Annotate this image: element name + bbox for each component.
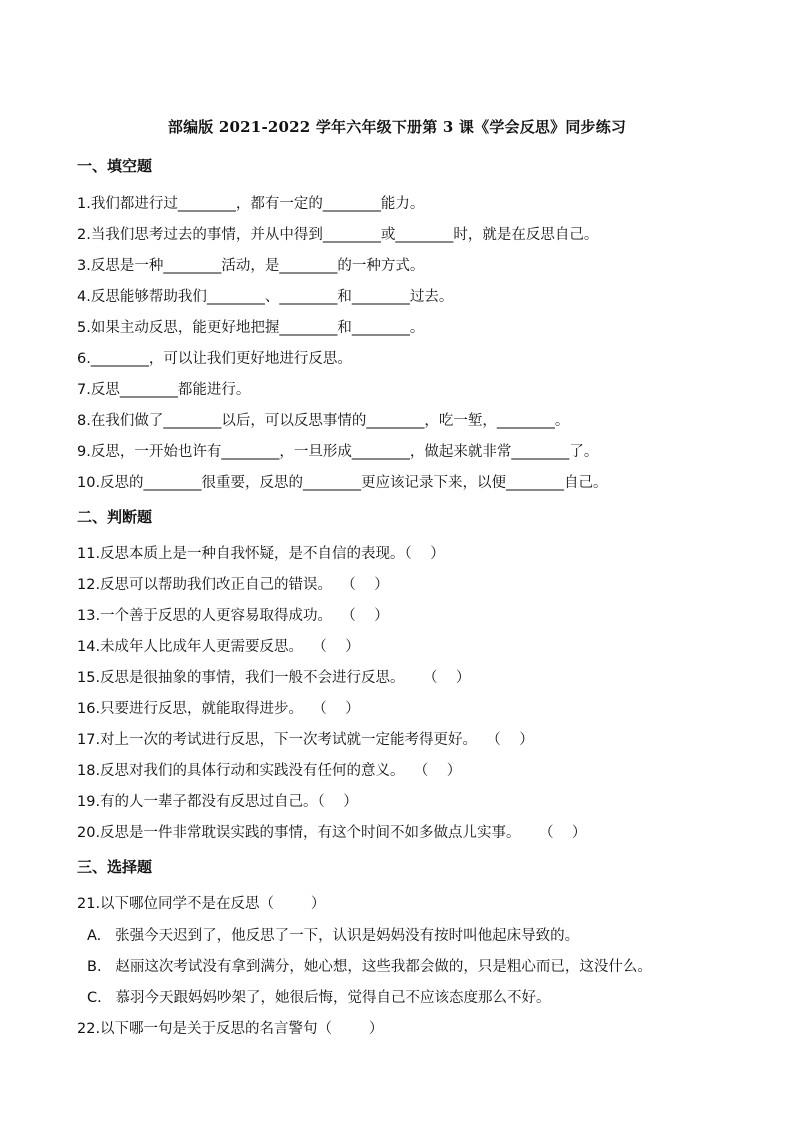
question-11: 11.反思本质上是一种自我怀疑，是不自信的表现。（ ）	[77, 546, 445, 562]
question-7: 7.反思________都能进行。	[77, 382, 251, 398]
question-6: 6.________，可以让我们更好地进行反思。	[77, 351, 352, 367]
section-heading-fill: 一、填空题	[77, 157, 153, 175]
question-16: 16.只要进行反思，就能取得进步。 （ ）	[77, 701, 360, 717]
question-1: 1.我们都进行过________，都有一定的________能力。	[77, 196, 425, 212]
question-14: 14.未成年人比成年人更需要反思。 （ ）	[77, 639, 360, 655]
page-title: 部编版 2021-2022 学年六年级下册第 3 课《学会反思》同步练习	[167, 118, 627, 136]
section-heading-judge: 二、判断题	[77, 508, 153, 526]
question-17: 17.对上一次的考试进行反思，下一次考试就一定能考得更好。 （ ）	[77, 732, 534, 748]
question-15: 15.反思是很抽象的事情，我们一般不会进行反思。 （ ）	[77, 670, 471, 686]
question-12: 12.反思可以帮助我们改正自己的错误。 （ ）	[77, 577, 389, 593]
option-21-b: B. 赵丽这次考试没有拿到满分，她心想，这些我都会做的，只是粗心而已，这没什么。	[87, 959, 652, 975]
section-heading-choice: 三、选择题	[77, 858, 153, 876]
question-4: 4.反思能够帮助我们________、________和________过去。	[77, 289, 454, 305]
question-18: 18.反思对我们的具体行动和实践没有任何的意义。 （ ）	[77, 763, 462, 779]
question-13: 13.一个善于反思的人更容易取得成功。 （ ）	[77, 608, 389, 624]
option-21-c: C. 慕羽今天跟妈妈吵架了，她很后悔，觉得自己不应该态度那么不好。	[87, 990, 551, 1006]
question-19: 19.有的人一辈子都没有反思过自己。（ ）	[77, 794, 358, 810]
question-21: 21.以下哪位同学不是在反思（ ）	[77, 896, 326, 912]
option-21-a: A. 张强今天迟到了，他反思了一下，认识是妈妈没有按时叫他起床导致的。	[87, 928, 580, 944]
question-3: 3.反思是一种________活动，是________的一种方式。	[77, 258, 425, 274]
question-20: 20.反思是一件非常耽误实践的事情，有这个时间不如多做点儿实事。 （ ）	[77, 825, 587, 841]
question-22: 22.以下哪一句是关于反思的名言警句（ ）	[77, 1021, 384, 1037]
question-10: 10.反思的________很重要，反思的________更应该记录下来，以便________自己。	[77, 475, 608, 491]
question-9: 9.反思，一开始也许有________，一旦形成________，做起来就非常________了。	[77, 444, 599, 460]
question-2: 2.当我们思考过去的事情，并从中得到________或________时，就是在反思自己。	[77, 227, 599, 243]
question-5: 5.如果主动反思，能更好地把握________和________。	[77, 320, 425, 336]
question-8: 8.在我们做了________以后，可以反思事情的________，吃一堑，________。	[77, 413, 570, 429]
